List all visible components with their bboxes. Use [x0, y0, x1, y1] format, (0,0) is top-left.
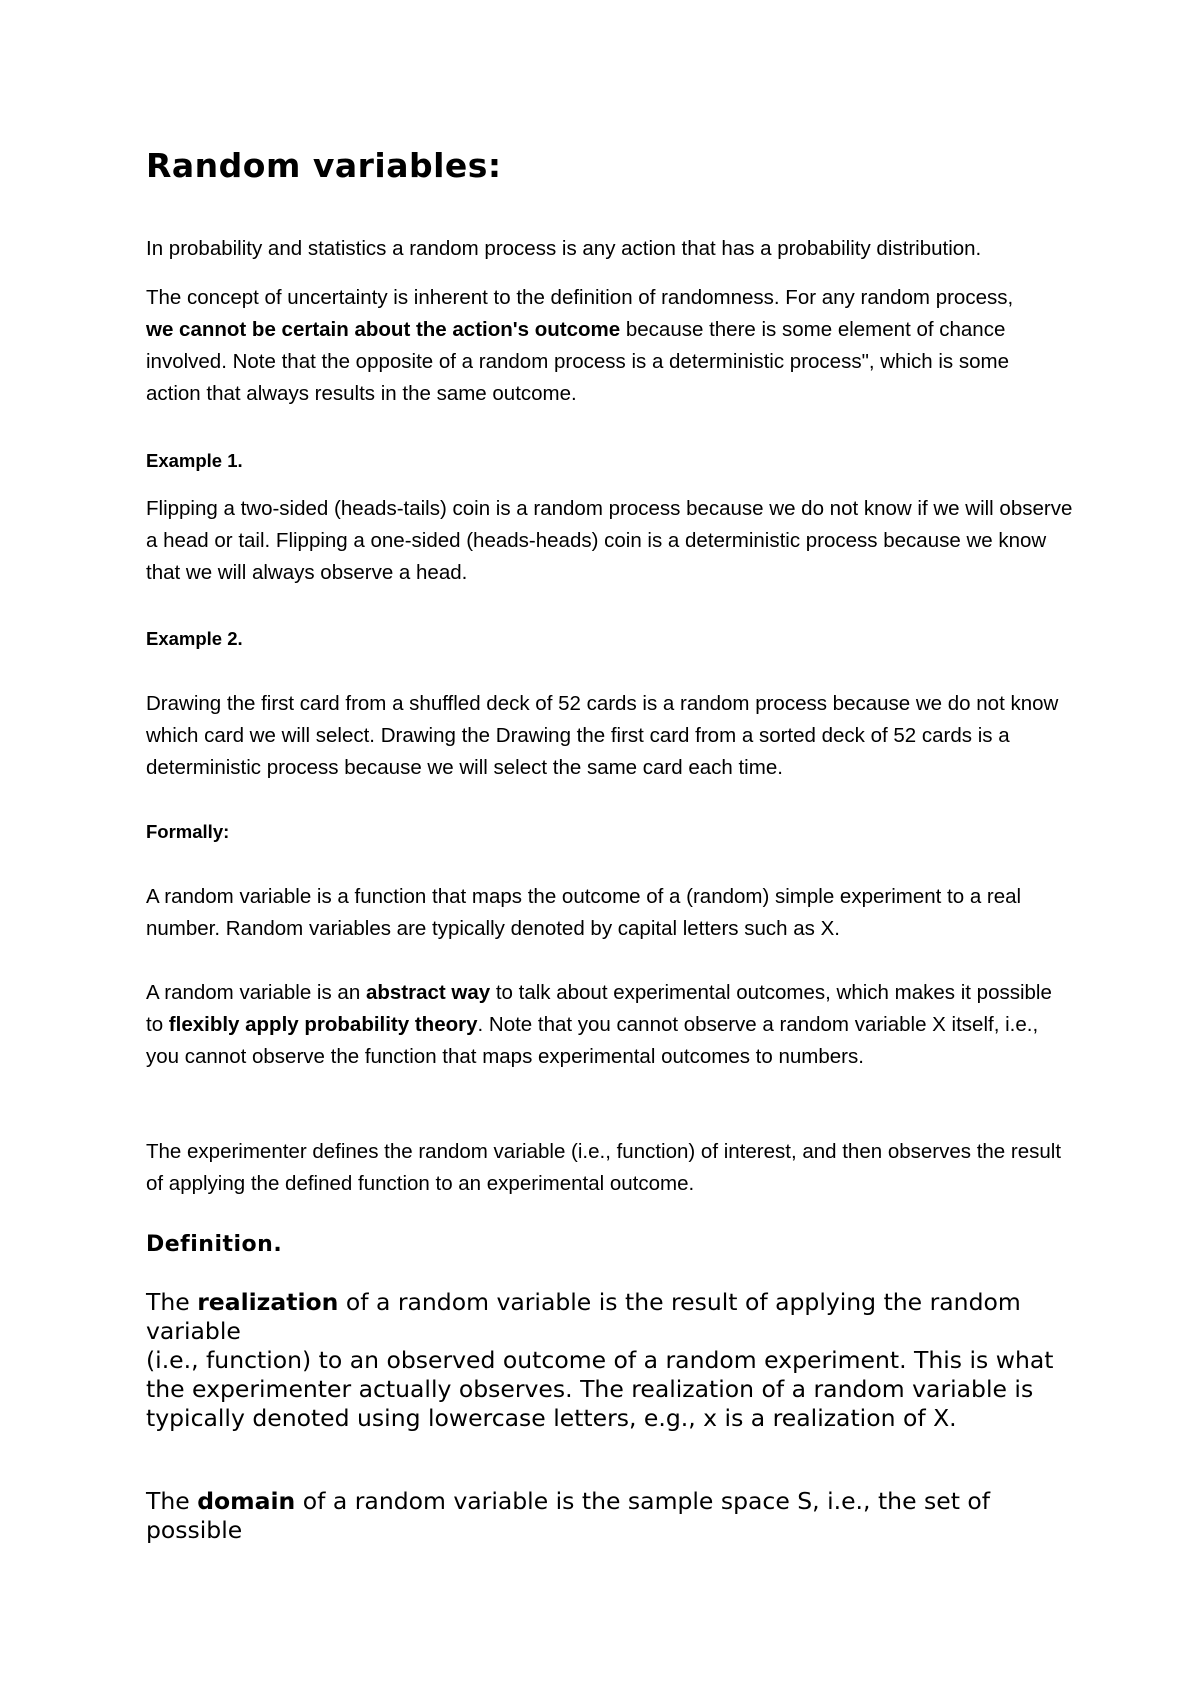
- example-2-paragraph: Drawing the first card from a shuffled deck of 52 cards is a random process because we do not know which card we will select. Drawing the Drawing the first card from a sorted deck of 52 cards is a deterministic process because we will select the same card each time.: [146, 692, 1059, 779]
- page-title: Random variables:: [146, 146, 502, 185]
- formally-p2-text-c: to talk about experimental outcomes, which makes it possible to: [146, 981, 1052, 1036]
- abstract-way-bold: abstract way: [365, 981, 491, 1004]
- uncertainty-bold-text: we cannot be certain about the action's outcome: [146, 318, 621, 341]
- domain-paragraph: [146, 1487, 1066, 1545]
- realization-text-a: The: [146, 1288, 198, 1316]
- formally-paragraph-3: The experimenter defines the random variable (i.e., function) of interest, and then observes the result of applying the defined function to an experimental outcome.: [146, 1140, 1062, 1195]
- formally-paragraph-2: [146, 977, 1056, 1073]
- example-1-paragraph: Flipping a two-sided (heads-tails) coin is a random process because we do not know if we will observe a head or tail. Flipping a one-sided (heads-heads) coin is a deterministic process because we know that we will always observe a head.: [146, 497, 1073, 584]
- domain-text-a: The: [146, 1487, 198, 1515]
- definition-heading: Definition.: [146, 1232, 283, 1257]
- formally-label: Formally:: [146, 821, 230, 842]
- example-1-label: Example 1.: [146, 450, 243, 471]
- realization-paragraph-line2: (i.e., function) to an observed outcome of a random experiment. This is what the experimenter actually observes. The realization of a random variable is typically denoted using lowercase letters, e.g., x is a realization of X.: [146, 1346, 1054, 1432]
- formally-paragraph-1: A random variable is a function that maps the outcome of a (random) simple experiment to a real number. Random variables are typically denoted by capital letters such as X.: [146, 885, 1022, 940]
- example-2-label: Example 2.: [146, 628, 243, 649]
- formally-p2-text-a: A random variable is an: [146, 981, 366, 1004]
- intro-paragraph: In probability and statistics a random process is any action that has a probability distribution.: [146, 237, 982, 260]
- realization-text-c: of a random variable is the result of applying the random variable: [146, 1288, 1021, 1345]
- uncertainty-text-after: because there is some element of chance involved. Note that the opposite of a random process is a deterministic process", which is some action that always results in the same outcome.: [146, 318, 1009, 405]
- realization-bold: realization: [197, 1288, 339, 1316]
- domain-text-c: of a random variable is the sample space S, i.e., the set of possible: [146, 1487, 991, 1544]
- realization-paragraph-line1: [146, 1288, 1066, 1346]
- uncertainty-paragraph: [146, 282, 1046, 410]
- domain-bold: domain: [197, 1487, 296, 1515]
- uncertainty-text-before: The concept of uncertainty is inherent to the definition of randomness. For any random process,: [146, 286, 1014, 309]
- formally-p2-text-d: . Note that you cannot observe a random variable X itself, i.e., you cannot observe the function that maps experimental outcomes to numbers.: [146, 1013, 1039, 1068]
- flexibly-apply-bold: flexibly apply probability theory: [168, 1013, 478, 1036]
